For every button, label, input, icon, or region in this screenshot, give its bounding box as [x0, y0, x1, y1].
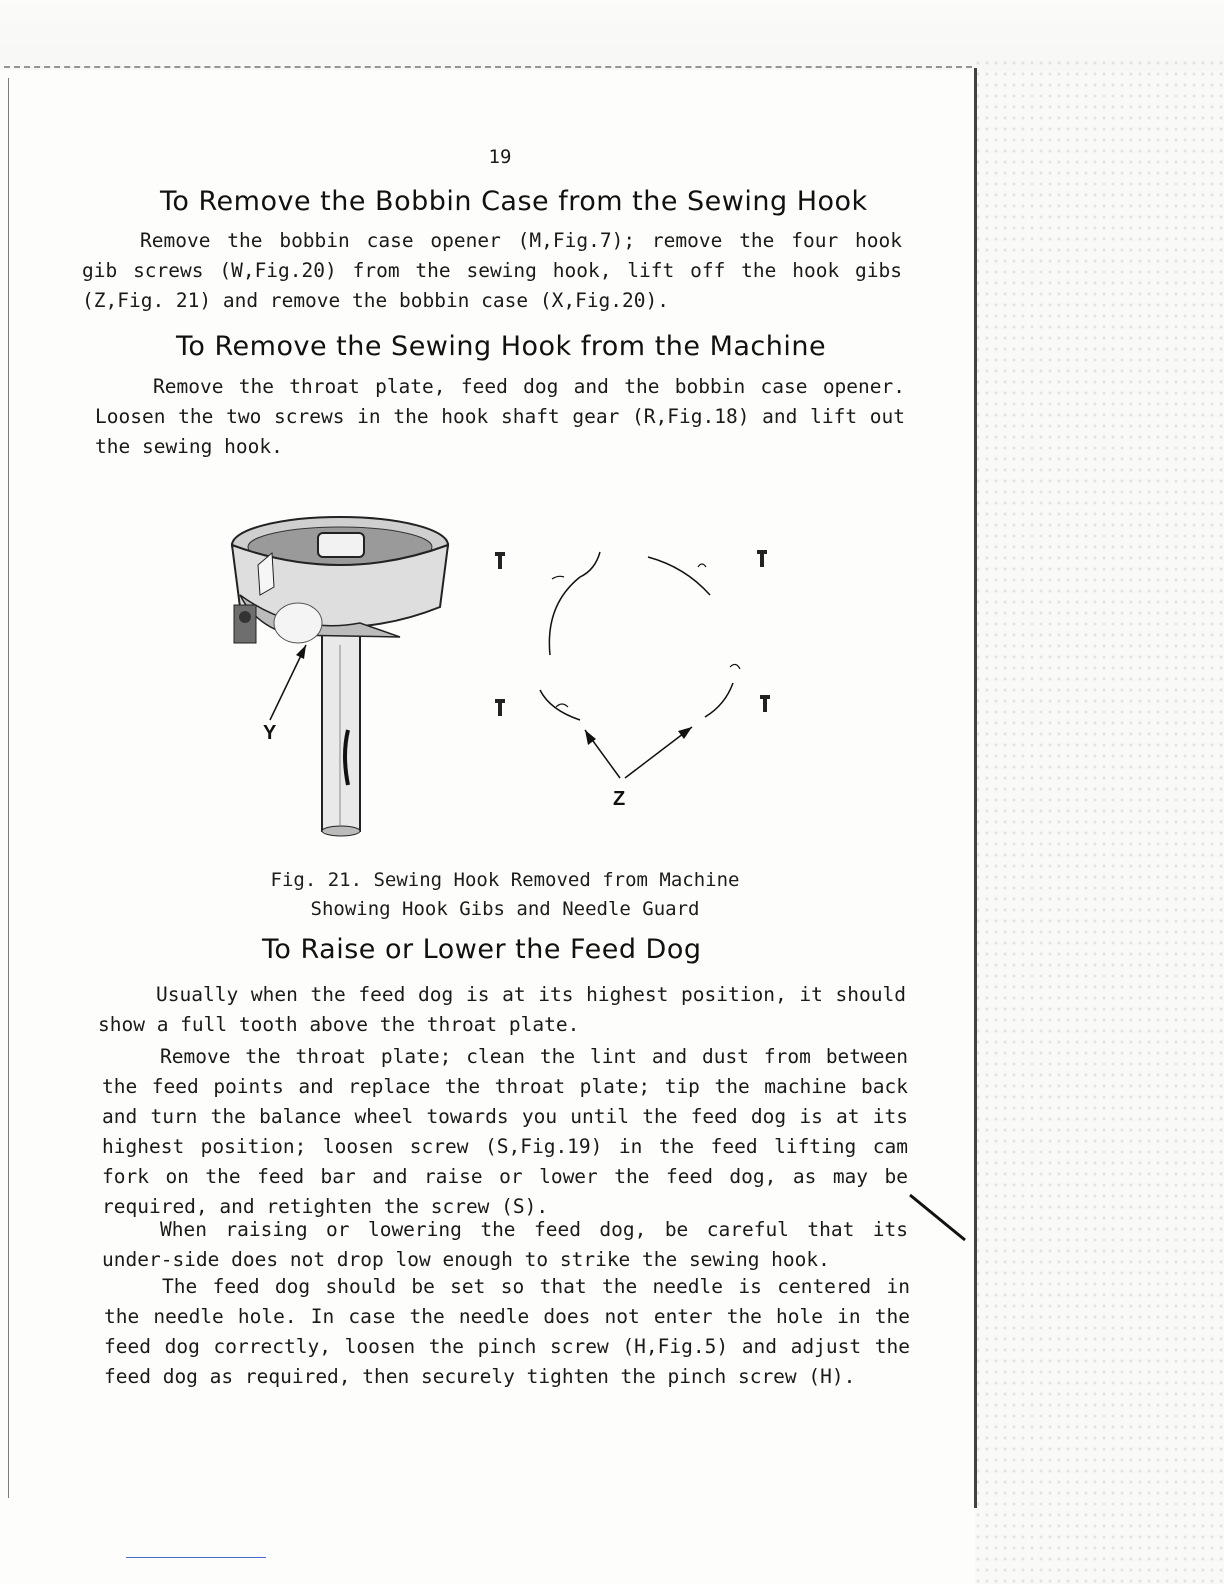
figure-label-z: Z — [613, 788, 626, 810]
margin-pen-stroke — [905, 1190, 975, 1250]
paragraph-feed-dog-1: Usually when the feed dog is at its highest position, it should show a full tooth above the throat plate. — [98, 983, 906, 1036]
paragraph-remove-sewing-hook: Remove the throat plate, feed dog and the bobbin case opener. Loosen the two screws in the hook shaft gear (R,Fig.18) and lift out the sewing hook. — [95, 375, 905, 458]
paragraph-feed-dog-3: When raising or lowering the feed dog, be careful that its under-side does not drop low enough to strike the sewing hook. — [102, 1218, 908, 1271]
scan-right-margin — [975, 60, 1224, 1584]
sewing-hook-illustration — [200, 495, 820, 845]
figure-sewing-hook — [200, 495, 820, 845]
paragraph-feed-dog-2: Remove the throat plate; clean the lint and dust from between the feed points and replace the throat plate; tip the machine back and turn the balance wheel towards you until the feed dog is at its highest position; loosen screw (S,Fig.19) in the feed lifting cam fork on the feed bar and raise or lower the feed dog, as may be required, and retighten the screw (S). — [102, 1045, 908, 1218]
page-left-edge — [8, 78, 9, 1498]
paragraph-feed-dog-4: The feed dog should be set so that the needle is centered in the needle hole. In case the needle does not enter the hole in the feed dog correctly, loosen the pinch screw (H,Fig.5) and adjust the feed dog as required, then securely tighten the pinch screw (H). — [104, 1275, 910, 1388]
caption-line-2: Showing Hook Gibs and Needle Guard — [310, 898, 700, 920]
heading-remove-bobbin-case: To Remove the Bobbin Case from the Sewing Hook — [160, 186, 868, 217]
scan-top-border — [4, 66, 972, 68]
paragraph-remove-bobbin-case: Remove the bobbin case opener (M,Fig.7); remove the four hook gib screws (W,Fig.20) from the sewing hook, lift off the hook gibs (Z,Fig. 21) and remove the bobbin case (X,Fig.20). — [82, 229, 902, 312]
heading-remove-sewing-hook: To Remove the Sewing Hook from the Machine — [176, 331, 827, 362]
page-right-edge — [974, 68, 977, 1508]
figure-caption — [180, 866, 830, 924]
page-number: 19 — [488, 146, 512, 168]
heading-raise-lower-feed-dog: To Raise or Lower the Feed Dog — [262, 934, 702, 965]
caption-line-1: Fig. 21. Sewing Hook Removed from Machine — [270, 869, 740, 891]
bottom-link-line — [126, 1557, 266, 1558]
figure-label-y: Y — [263, 722, 277, 744]
